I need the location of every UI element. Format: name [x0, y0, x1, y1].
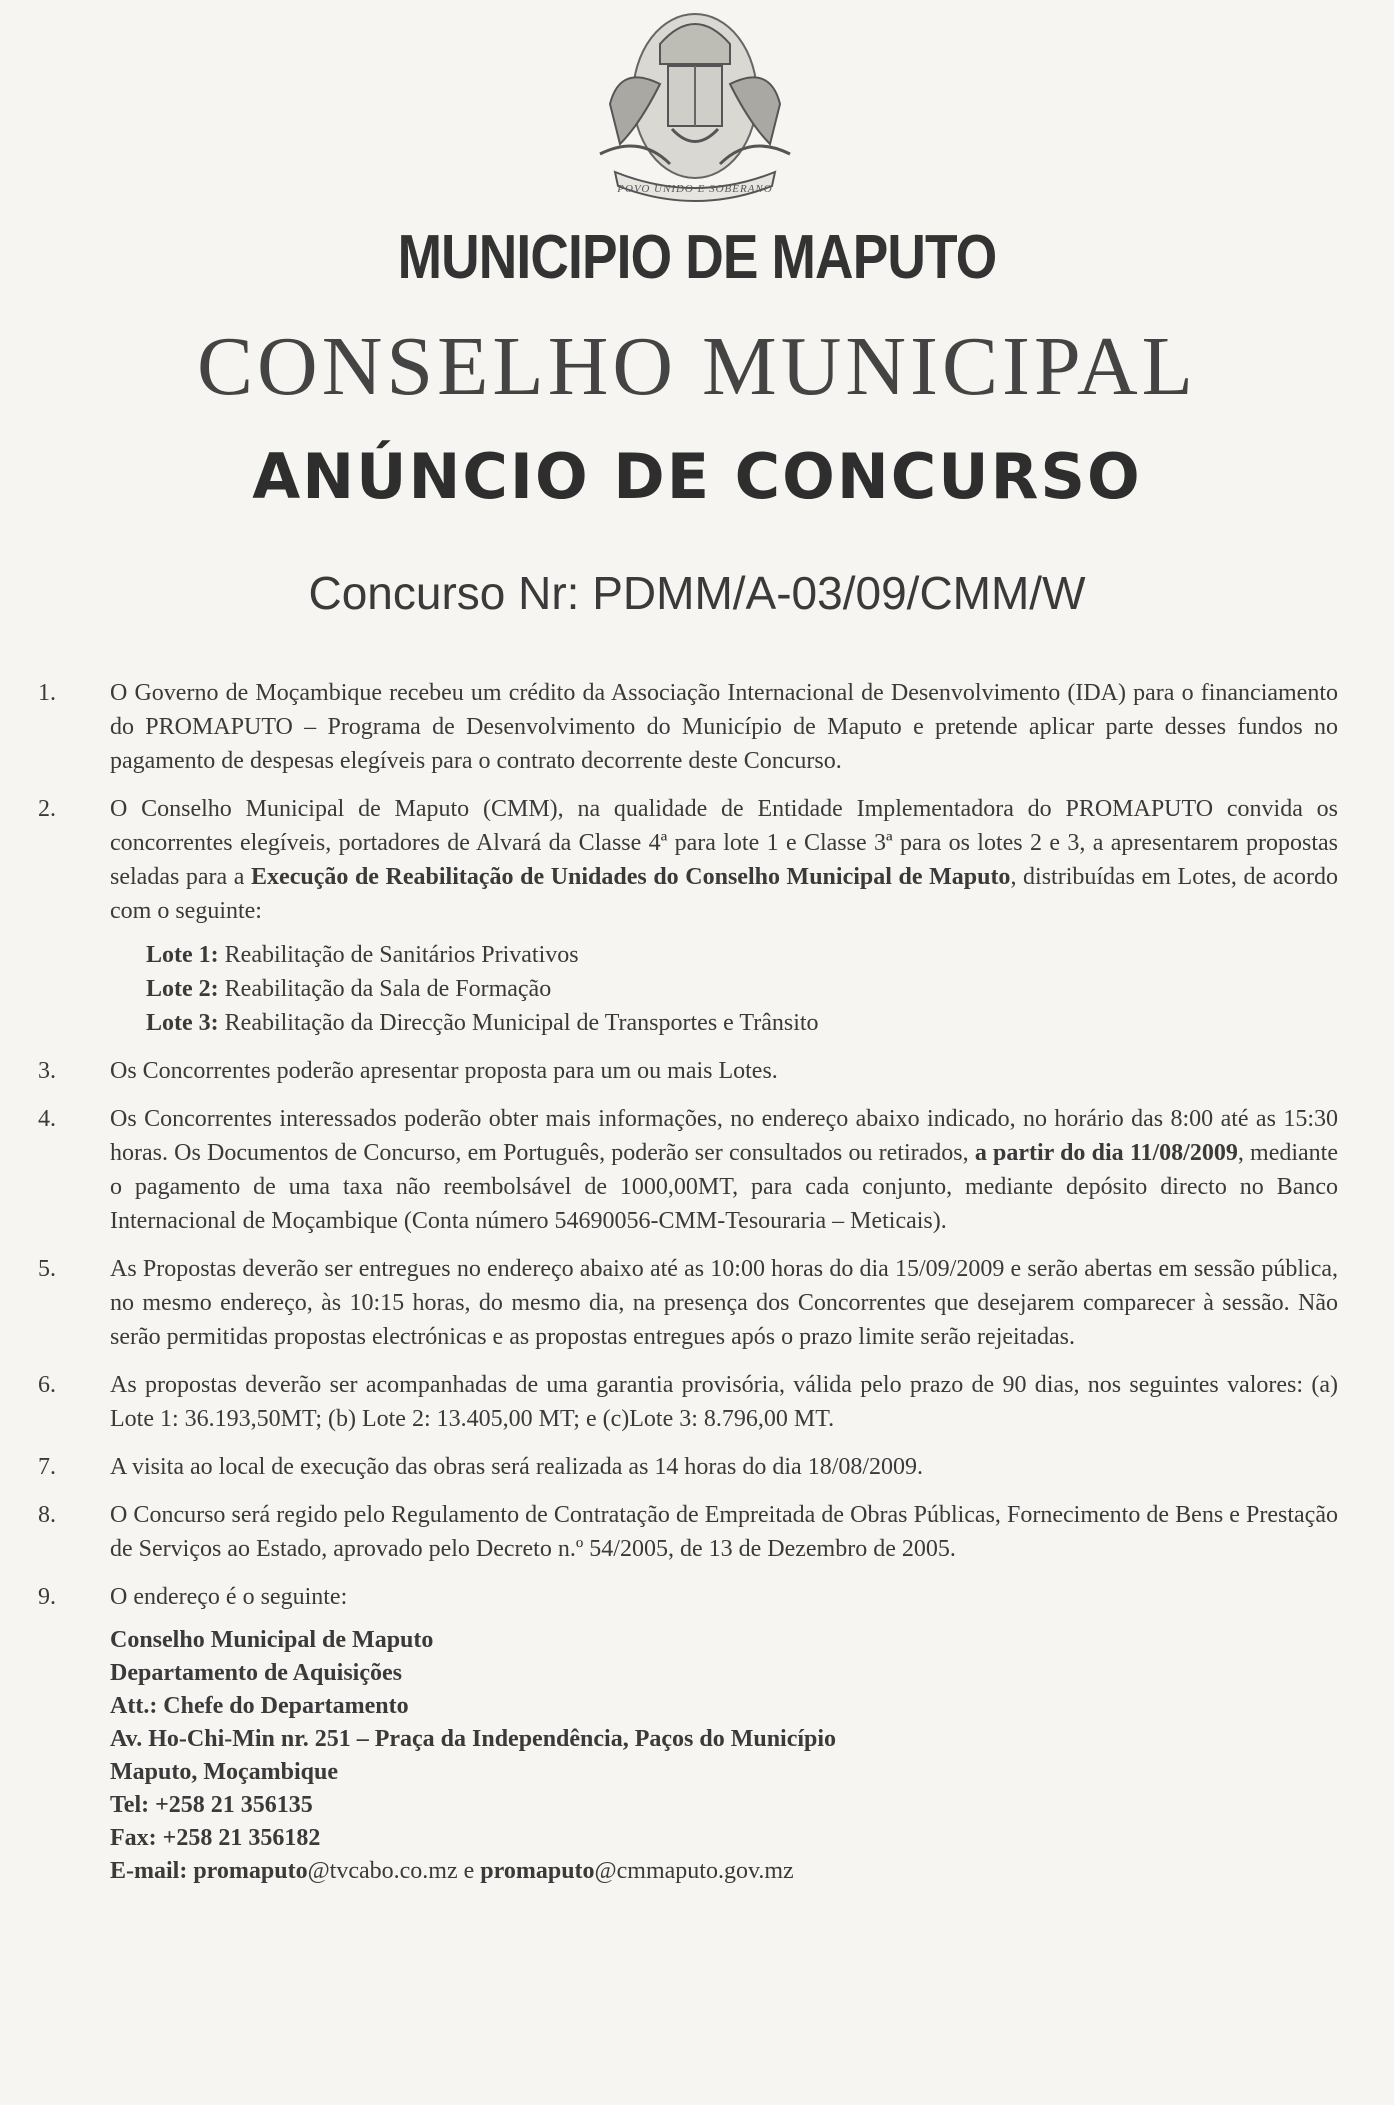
- lot-description: Reabilitação da Direcção Municipal de Transportes e Trânsito: [218, 1010, 819, 1036]
- clause-1: [38, 676, 1338, 778]
- clause-text: O Concurso será regido pelo Regulamento de Contratação de Empreitada de Obras Públicas, Fornecimento de Bens e Prestação de Serviços ao Estado, aprovado pelo Decreto n.º 54/2005, de 13 de Dezembro de 2005.: [110, 1502, 1338, 1562]
- contact-address: [110, 1624, 1338, 1888]
- clause-text-bold: a partir do dia 11/08/2009: [974, 1140, 1238, 1166]
- svg-text:POVO UNIDO E SOBERANO: POVO UNIDO E SOBERANO: [617, 183, 773, 195]
- council-title: CONSELHO MUNICIPAL: [197, 320, 1197, 413]
- clause-5: [38, 1252, 1338, 1354]
- clause-text: O endereço é o seguinte:: [110, 1584, 348, 1610]
- address-email: [110, 1855, 1338, 1888]
- clause-number: 7.: [38, 1454, 56, 1480]
- clause-3: [38, 1054, 1338, 1088]
- tender-number: Concurso Nr: PDMM/A-03/09/CMM/W: [308, 567, 1086, 619]
- email-label: E-mail:: [110, 1858, 194, 1884]
- address-tel: Tel: +258 21 356135: [110, 1792, 313, 1818]
- address-department: Departamento de Aquisições: [110, 1660, 402, 1686]
- lot-item: [146, 938, 1338, 972]
- address-city: Maputo, Moçambique: [110, 1759, 338, 1785]
- address-attention: Att.: Chefe do Departamento: [110, 1693, 409, 1719]
- clause-7: [38, 1450, 1338, 1484]
- lots-list: [110, 938, 1338, 1040]
- email-1-user: promaputo: [193, 1858, 308, 1884]
- lot-item: [146, 1006, 1338, 1040]
- clause-number: 9.: [38, 1584, 56, 1610]
- clause-8: [38, 1498, 1338, 1566]
- email-2-domain: @cmmaputo.gov.mz: [594, 1858, 794, 1884]
- clause-text: Os Concorrentes interessados poderão obter mais informações, no endereço abaixo indicado, no horário das 8:00 até as 15:30 horas. Os Documentos de Concurso, em Português, poderão ser consultados ou retirados,: [110, 1106, 1338, 1166]
- clause-text: Os Concorrentes poderão apresentar proposta para um ou mais Lotes.: [110, 1058, 778, 1084]
- email-2-user: promaputo: [480, 1858, 595, 1884]
- lot-label: Lote 2:: [146, 976, 219, 1002]
- clause-number: 5.: [38, 1256, 56, 1282]
- clause-text: A visita ao local de execução das obras será realizada as 14 horas do dia 18/08/2009.: [110, 1454, 924, 1480]
- clause-2: [38, 792, 1338, 1040]
- clause-number: 4.: [38, 1106, 56, 1132]
- clause-text: O Conselho Municipal de Maputo (CMM), na qualidade de Entidade Implementadora do PROMAPUTO convida os concorrentes elegíveis, portadores de Alvará da Classe 4ª para lote 1 e Classe 3ª para os lotes 2 e 3, a apresentarem propostas seladas para a: [110, 796, 1338, 890]
- clause-text-bold: Execução de Reabilitação de Unidades do Conselho Municipal de Maputo: [251, 864, 1011, 890]
- clause-text: As Propostas deverão ser entregues no endereço abaixo até as 10:00 horas do dia 15/09/2009 e serão abertas em sessão pública, no mesmo endereço, às 10:15 horas, do mesmo dia, na presença dos Concorrentes que desejarem comparecer à sessão. Não serão permitidas propostas electrónicas e as propostas entregues após o prazo limite serão rejeitadas.: [110, 1256, 1338, 1350]
- email-1-domain: @tvcabo.co.mz: [307, 1858, 458, 1884]
- lot-item: [146, 972, 1338, 1006]
- announcement-title: ANÚNCIO DE CONCURSO: [252, 440, 1142, 513]
- lot-label: Lote 1:: [146, 942, 219, 968]
- municipality-title: MUNICIPIO DE MAPUTO: [397, 223, 997, 292]
- clause-number: 6.: [38, 1372, 56, 1398]
- lot-label: Lote 3:: [146, 1010, 219, 1036]
- clause-text: , distribuídas em Lotes, de acordo com o seguinte:: [110, 864, 1338, 924]
- clause-6: [38, 1368, 1338, 1436]
- address-street: Av. Ho-Chi-Min nr. 251 – Praça da Independência, Paços do Município: [110, 1726, 837, 1752]
- lot-description: Reabilitação da Sala de Formação: [218, 976, 552, 1002]
- address-org: Conselho Municipal de Maputo: [110, 1627, 434, 1653]
- municipal-coat-of-arms: [560, 4, 830, 209]
- clause-number: 2.: [38, 796, 56, 822]
- clause-text: O Governo de Moçambique recebeu um crédito da Associação Internacional de Desenvolvimento (IDA) para o financiamento do PROMAPUTO – Programa de Desenvolvimento do Município de Maputo e pretende aplicar parte desses fundos no pagamento de despesas elegíveis para o contrato decorrente deste Concurso.: [110, 680, 1338, 774]
- address-fax: Fax: +258 21 356182: [110, 1825, 321, 1851]
- email-separator: e: [457, 1858, 481, 1884]
- clause-text: , mediante o pagamento de uma taxa não reembolsável de 1000,00MT, para cada conjunto, mediante depósito directo no Banco Internacional de Moçambique (Conta número 54690056-CMM-Tesouraria – Meticais).: [110, 1140, 1338, 1234]
- clause-4: [38, 1102, 1338, 1238]
- lot-description: Reabilitação de Sanitários Privativos: [218, 942, 579, 968]
- clause-number: 8.: [38, 1502, 56, 1528]
- clause-number: 3.: [38, 1058, 56, 1084]
- clause-text: As propostas deverão ser acompanhadas de uma garantia provisória, válida pelo prazo de 90 dias, nos seguintes valores: (a) Lote 1: 36.193,50MT; (b) Lote 2: 13.405,00 MT; e (c)Lote 3: 8.796,00 MT.: [110, 1372, 1338, 1432]
- announcement-body: [38, 676, 1338, 1902]
- clause-number: 1.: [38, 680, 56, 706]
- clause-9: [38, 1580, 1338, 1888]
